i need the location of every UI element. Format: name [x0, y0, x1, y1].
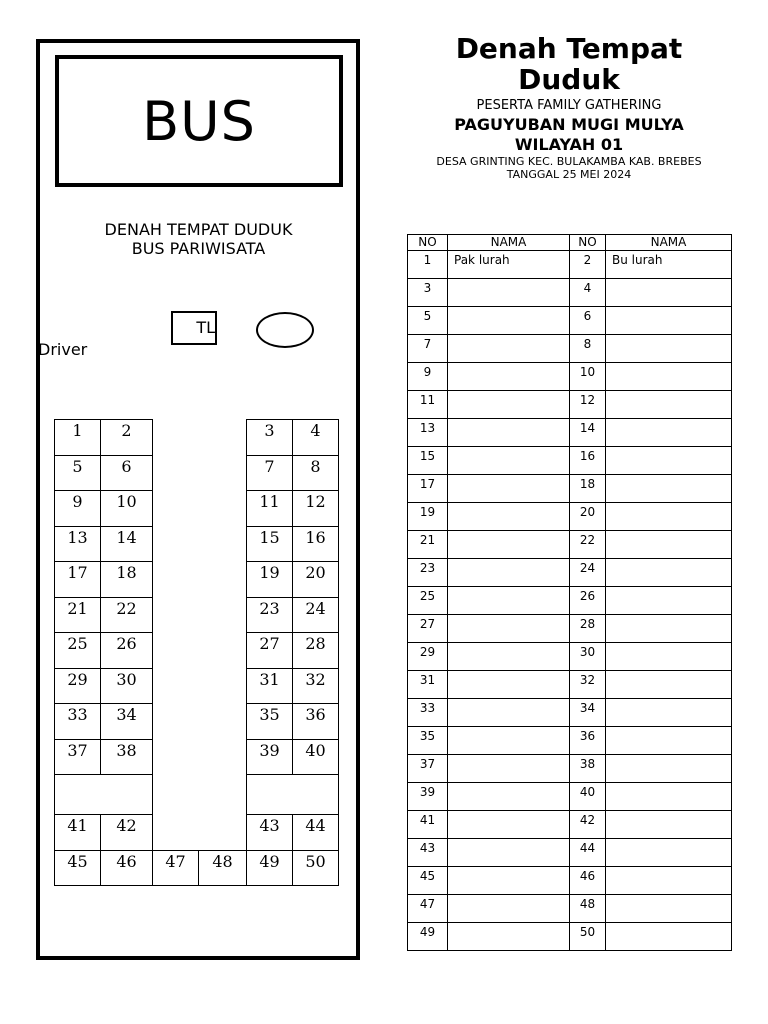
- seat-number-cell: 26: [570, 587, 606, 615]
- seat: 39: [246, 739, 293, 776]
- table-row: [408, 923, 732, 951]
- seat: 31: [246, 668, 293, 705]
- seat: 49: [246, 850, 293, 886]
- driver-label: Driver: [38, 340, 88, 359]
- seat: 6: [100, 455, 153, 492]
- name-cell: [606, 839, 732, 867]
- seat-number-cell: 22: [570, 531, 606, 559]
- seat-number-cell: 29: [408, 643, 448, 671]
- table-row: [408, 839, 732, 867]
- seat-number-cell: 49: [408, 923, 448, 951]
- seat-number-cell: 48: [570, 895, 606, 923]
- seat-number-cell: 14: [570, 419, 606, 447]
- column-header-nama: NAMA: [448, 235, 570, 251]
- name-cell: [606, 307, 732, 335]
- seat: 13: [54, 526, 101, 563]
- name-cell: [606, 475, 732, 503]
- seat: 14: [100, 526, 153, 563]
- tl-label: TL: [196, 318, 215, 337]
- seat: 38: [100, 739, 153, 776]
- seat-number-cell: 27: [408, 615, 448, 643]
- seat: 23: [246, 597, 293, 634]
- aisle-line: [152, 774, 153, 814]
- seat: 37: [54, 739, 101, 776]
- seat: 40: [292, 739, 339, 776]
- title-line1: Denah Tempat: [455, 32, 683, 65]
- name-cell: [606, 363, 732, 391]
- seat-number-cell: 8: [570, 335, 606, 363]
- seat-number-cell: 28: [570, 615, 606, 643]
- participant-table: [407, 234, 732, 951]
- bus-subtitle-line1: DENAH TEMPAT DUDUK: [104, 220, 293, 239]
- table-row: [408, 419, 732, 447]
- seat-number-cell: 43: [408, 839, 448, 867]
- seat-number-cell: 5: [408, 307, 448, 335]
- seat: 11: [246, 490, 293, 527]
- name-cell: [448, 923, 570, 951]
- bus-subtitle-line2: BUS PARIWISATA: [131, 239, 266, 258]
- name-cell: [448, 699, 570, 727]
- name-cell: [448, 475, 570, 503]
- table-row: [408, 699, 732, 727]
- seat-number-cell: 30: [570, 643, 606, 671]
- seat: 30: [100, 668, 153, 705]
- seat-number-cell: 15: [408, 447, 448, 475]
- column-header-no: NO: [408, 235, 448, 251]
- seat: 27: [246, 632, 293, 669]
- seat-number-cell: 1: [408, 251, 448, 279]
- seat: 19: [246, 561, 293, 598]
- seat: 43: [246, 814, 293, 851]
- seat-number-cell: 17: [408, 475, 448, 503]
- name-cell: [606, 279, 732, 307]
- seat-number-cell: 11: [408, 391, 448, 419]
- seat-number-cell: 2: [570, 251, 606, 279]
- name-cell: [448, 643, 570, 671]
- seat-number-cell: 46: [570, 867, 606, 895]
- seat: 50: [292, 850, 339, 886]
- name-cell: [606, 587, 732, 615]
- door-oval: [256, 312, 314, 348]
- name-cell: [606, 615, 732, 643]
- seat: 32: [292, 668, 339, 705]
- seat-number-cell: 45: [408, 867, 448, 895]
- seat-number-cell: 6: [570, 307, 606, 335]
- seat: 34: [100, 703, 153, 740]
- seat-number-cell: 12: [570, 391, 606, 419]
- name-cell: [448, 363, 570, 391]
- name-cell: [606, 643, 732, 671]
- seat-number-cell: 4: [570, 279, 606, 307]
- table-row: [408, 503, 732, 531]
- table-row: [408, 279, 732, 307]
- seat: 12: [292, 490, 339, 527]
- table-row: [408, 251, 732, 279]
- table-row: [408, 559, 732, 587]
- seat: 35: [246, 703, 293, 740]
- seat-number-cell: 42: [570, 811, 606, 839]
- seat: 44: [292, 814, 339, 851]
- organization-line2: WILAYAH 01: [514, 135, 624, 154]
- seat: 21: [54, 597, 101, 634]
- seat-number-cell: 47: [408, 895, 448, 923]
- seat-number-cell: 34: [570, 699, 606, 727]
- seat-number-cell: 13: [408, 419, 448, 447]
- seat-number-cell: 23: [408, 559, 448, 587]
- table-row: [408, 727, 732, 755]
- seat: 4: [292, 419, 339, 456]
- name-cell: [448, 447, 570, 475]
- table-row: [408, 615, 732, 643]
- seat: 5: [54, 455, 101, 492]
- page-title: [410, 33, 728, 95]
- name-cell: [606, 531, 732, 559]
- seat: 42: [100, 814, 153, 851]
- name-cell: [606, 419, 732, 447]
- seat: 1: [54, 419, 101, 456]
- bus-subtitle: [60, 220, 337, 258]
- name-cell: [448, 867, 570, 895]
- table-row: [408, 755, 732, 783]
- table-row: [408, 895, 732, 923]
- name-cell: [448, 503, 570, 531]
- seat-number-cell: 37: [408, 755, 448, 783]
- tour-leader-seat: [171, 311, 217, 345]
- seat: 29: [54, 668, 101, 705]
- seat: 9: [54, 490, 101, 527]
- name-cell: [448, 615, 570, 643]
- seat-number-cell: 36: [570, 727, 606, 755]
- name-cell: [448, 783, 570, 811]
- table-row: [408, 811, 732, 839]
- name-cell: [448, 811, 570, 839]
- seat: 22: [100, 597, 153, 634]
- seat-number-cell: 50: [570, 923, 606, 951]
- seat-number-cell: 20: [570, 503, 606, 531]
- seat-number-cell: 38: [570, 755, 606, 783]
- name-cell: [606, 895, 732, 923]
- table-row: [408, 587, 732, 615]
- name-cell: Pak lurah: [448, 251, 570, 279]
- name-cell: [448, 727, 570, 755]
- seat-number-cell: 9: [408, 363, 448, 391]
- aisle-line: [246, 774, 247, 814]
- title-line2: Duduk: [518, 63, 620, 96]
- name-cell: [606, 699, 732, 727]
- aisle-line: [54, 774, 55, 814]
- table-row: [408, 447, 732, 475]
- seat: 18: [100, 561, 153, 598]
- seat: 15: [246, 526, 293, 563]
- date-line: TANGGAL 25 MEI 2024: [506, 168, 632, 181]
- table-row: [408, 531, 732, 559]
- seat: 47: [152, 850, 199, 886]
- seat-number-cell: 24: [570, 559, 606, 587]
- name-cell: [606, 755, 732, 783]
- table-row: [408, 475, 732, 503]
- name-cell: [606, 727, 732, 755]
- seat: 48: [198, 850, 247, 886]
- name-cell: [606, 811, 732, 839]
- seat: 20: [292, 561, 339, 598]
- name-cell: [606, 503, 732, 531]
- seat: 24: [292, 597, 339, 634]
- name-cell: [448, 307, 570, 335]
- name-cell: [606, 559, 732, 587]
- table-header-row: [408, 235, 732, 251]
- name-cell: [448, 671, 570, 699]
- seat-number-cell: 41: [408, 811, 448, 839]
- seat-number-cell: 33: [408, 699, 448, 727]
- seat-number-cell: 44: [570, 839, 606, 867]
- seat: 41: [54, 814, 101, 851]
- name-cell: [606, 335, 732, 363]
- seat: 16: [292, 526, 339, 563]
- seat-number-cell: 10: [570, 363, 606, 391]
- seat: 2: [100, 419, 153, 456]
- name-cell: [606, 671, 732, 699]
- table-row: [408, 391, 732, 419]
- seat: 45: [54, 850, 101, 886]
- column-header-no: NO: [570, 235, 606, 251]
- seat-number-cell: 39: [408, 783, 448, 811]
- table-row: [408, 643, 732, 671]
- seat: 33: [54, 703, 101, 740]
- seat: 46: [100, 850, 153, 886]
- seat: 25: [54, 632, 101, 669]
- name-cell: [448, 391, 570, 419]
- seat: 36: [292, 703, 339, 740]
- name-cell: [606, 923, 732, 951]
- name-cell: [448, 587, 570, 615]
- table-row: [408, 867, 732, 895]
- table-row: [408, 335, 732, 363]
- seat-number-cell: 40: [570, 783, 606, 811]
- seat-number-cell: 25: [408, 587, 448, 615]
- name-cell: [448, 335, 570, 363]
- name-cell: [448, 839, 570, 867]
- organization-name: [410, 115, 728, 155]
- seat: 10: [100, 490, 153, 527]
- table-row: [408, 363, 732, 391]
- seat-number-cell: 18: [570, 475, 606, 503]
- bus-label-box: [55, 55, 343, 187]
- bus-label: BUS: [142, 89, 256, 153]
- name-cell: [448, 755, 570, 783]
- seat: 28: [292, 632, 339, 669]
- table-row: [408, 307, 732, 335]
- location-line: DESA GRINTING KEC. BULAKAMBA KAB. BREBES: [436, 155, 702, 168]
- table-row: [408, 671, 732, 699]
- name-cell: [606, 867, 732, 895]
- name-cell: [448, 419, 570, 447]
- seat-number-cell: 21: [408, 531, 448, 559]
- name-cell: [606, 447, 732, 475]
- seat: 7: [246, 455, 293, 492]
- name-cell: [448, 531, 570, 559]
- name-cell: [606, 783, 732, 811]
- seat: 8: [292, 455, 339, 492]
- seat: 3: [246, 419, 293, 456]
- name-cell: [448, 895, 570, 923]
- organization-line1: PAGUYUBAN MUGI MULYA: [454, 115, 684, 134]
- table-row: [408, 783, 732, 811]
- seat-number-cell: 16: [570, 447, 606, 475]
- event-name: PESERTA FAMILY GATHERING: [476, 98, 662, 113]
- seat-number-cell: 7: [408, 335, 448, 363]
- column-header-nama: NAMA: [606, 235, 732, 251]
- name-cell: Bu lurah: [606, 251, 732, 279]
- seat-number-cell: 32: [570, 671, 606, 699]
- name-cell: [606, 391, 732, 419]
- name-cell: [448, 279, 570, 307]
- seat: 26: [100, 632, 153, 669]
- aisle-line: [338, 774, 339, 814]
- seat-number-cell: 35: [408, 727, 448, 755]
- name-cell: [448, 559, 570, 587]
- seat-number-cell: 31: [408, 671, 448, 699]
- seat: 17: [54, 561, 101, 598]
- seat-number-cell: 19: [408, 503, 448, 531]
- seat-number-cell: 3: [408, 279, 448, 307]
